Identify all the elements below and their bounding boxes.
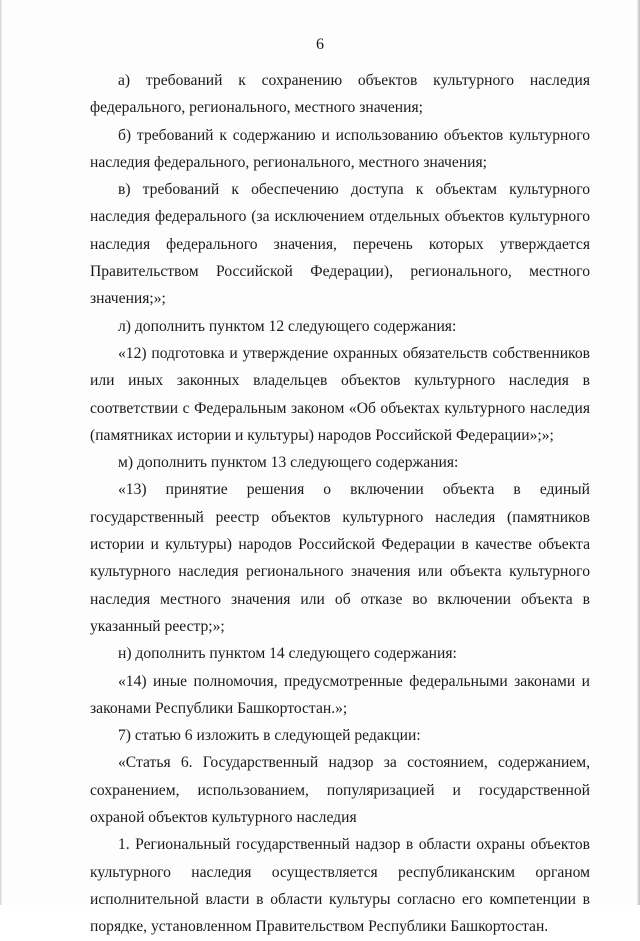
paragraph-item-12: «12) подготовка и утверждение охранных обязательств собственников или иных законных владельцев объектов культурного наследия в соответствии с Федеральным законом «Об объектах культурного наследия (памятниках истории и культуры) народов Российской Федерации»;»; — [90, 344, 590, 444]
paragraph-b: б) требований к содержанию и использованию объектов культурного наследия федерального, регионального, местного значения; — [90, 126, 590, 171]
paragraph-l: л) дополнить пунктом 12 следующего содержания: — [118, 317, 457, 335]
scan-edge-left — [0, 0, 2, 905]
paragraph-7: 7) статью 6 изложить в следующей редакции: — [118, 727, 421, 745]
paragraph-item-13: «13) принятие решения о включении объекта в единый государственный реестр объектов культурного наследия (памятников истории и культуры) народов Российской Федерации в качестве объекта культурного наследия регионального значения или объекта культурного наследия местного значения или об отказе во включении объекта в указанный реестр;»; — [90, 481, 590, 635]
paragraph-n: н) дополнить пунктом 14 следующего содержания: — [118, 645, 457, 663]
paragraph-item-14: «14) иные полномочия, предусмотренные федеральными законами и законами Республики Башкортостан.»; — [90, 672, 590, 717]
article-6-clause-1: 1. Региональный государственный надзор в области охраны объектов культурного наследия осуществляется республиканским органом исполнительной власти в области культуры согласно его компетенции в порядке, установленном Правительством Республики Башкортостан. — [90, 836, 590, 936]
article-6-heading: «Статья 6. Государственный надзор за состоянием, содержанием, сохранением, использованием, популяризацией и государственной охраной объектов культурного наследия — [90, 754, 590, 827]
page-number: 6 — [316, 36, 324, 53]
paragraph-v: в) требований к обеспечению доступа к объектам культурного наследия федерального (за исключением отдельных объектов культурного наследия федерального значения, перечень которых утверждается Правительством Российской Федерации), регионального, местного значения;»; — [90, 181, 590, 308]
document-body — [90, 67, 590, 941]
paragraph-m: м) дополнить пунктом 13 следующего содержания: — [118, 454, 459, 472]
paragraph-a: а) требований к сохранению объектов культурного наследия федерального, регионального, местного значения; — [90, 72, 590, 117]
